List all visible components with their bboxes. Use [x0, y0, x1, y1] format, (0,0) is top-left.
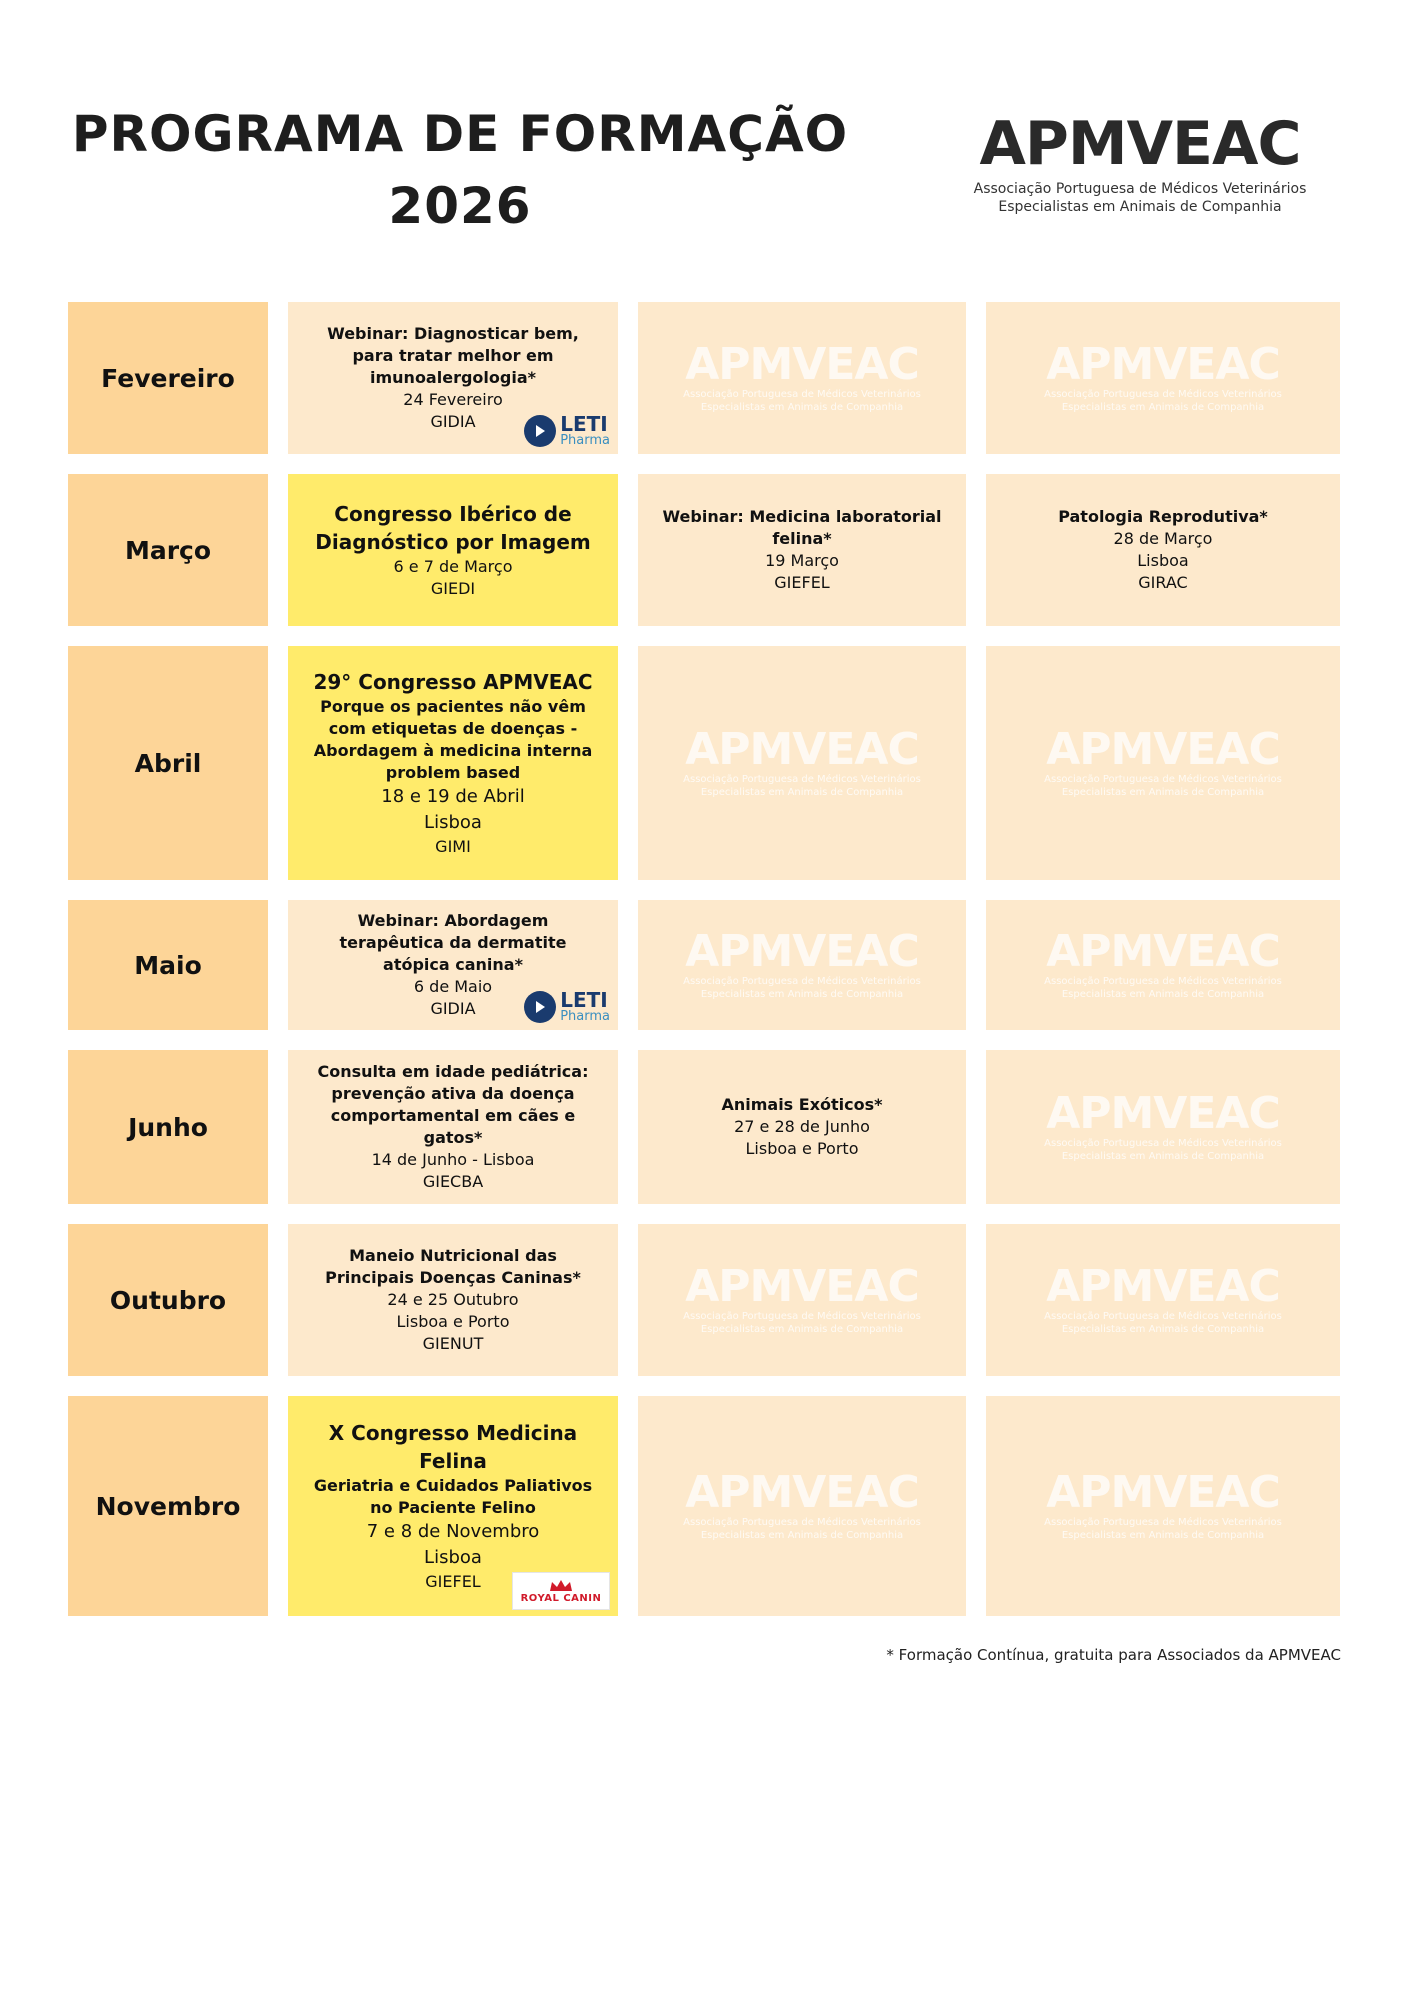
- leti-name: LETI: [560, 412, 608, 436]
- leti-pharma-logo: [524, 414, 610, 448]
- title-line-2: 2026: [388, 177, 532, 235]
- month-label: Outubro: [68, 1224, 268, 1376]
- event-place: Lisboa: [424, 812, 482, 833]
- watermark-line-2: Especialistas em Animais de Companhia: [1061, 1324, 1265, 1335]
- footnote: * Formação Contínua, gratuita para Associados da APMVEAC: [886, 1646, 1341, 1664]
- event-title: Webinar: Diagnosticar bem, para tratar melhor em imunoalergologia*: [327, 324, 579, 387]
- event-title: X Congresso Medicina Felina: [328, 1421, 578, 1473]
- event-place: Lisboa: [424, 1547, 482, 1568]
- event-title: Patologia Reprodutiva*: [1058, 507, 1268, 526]
- event-group: GIDIA: [430, 412, 476, 431]
- empty-slot: [638, 900, 966, 1030]
- watermark-line-2: Especialistas em Animais de Companhia: [700, 989, 904, 1000]
- watermark-word: APMVEAC: [1046, 1261, 1280, 1312]
- watermark-word: APMVEAC: [685, 1467, 919, 1518]
- watermark-word: APMVEAC: [1046, 926, 1280, 977]
- logo-subtitle-1: Associação Portuguesa de Médicos Veterinários: [973, 181, 1307, 197]
- event-card[interactable]: [288, 474, 618, 626]
- watermark-word: APMVEAC: [685, 926, 919, 977]
- event-group: GIENUT: [422, 1334, 484, 1353]
- watermark-logo: [1044, 724, 1282, 799]
- event-title: Webinar: Abordagem terapêutica da dermatite atópica canina*: [339, 911, 567, 974]
- event-place: Lisboa e Porto: [745, 1139, 859, 1158]
- row-outubro: [68, 1224, 1341, 1376]
- logo-wordmark: APMVEAC: [979, 109, 1301, 179]
- month-label: Junho: [68, 1050, 268, 1204]
- watermark-line-1: Associação Portuguesa de Médicos Veterinários: [683, 389, 921, 400]
- event-card[interactable]: [288, 302, 618, 454]
- event-group: GIRAC: [1138, 573, 1188, 592]
- watermark-line-2: Especialistas em Animais de Companhia: [1061, 787, 1265, 798]
- watermark-line-2: Especialistas em Animais de Companhia: [1061, 1151, 1265, 1162]
- event-date: 28 de Março: [1113, 529, 1213, 548]
- event-date: 14 de Junho - Lisboa: [371, 1150, 535, 1169]
- event-title: Maneio Nutricional das Principais Doenças Caninas*: [325, 1246, 581, 1287]
- watermark-logo: [683, 1261, 921, 1336]
- event-date: 27 e 28 de Junho: [734, 1117, 870, 1136]
- watermark-line-1: Associação Portuguesa de Médicos Veterinários: [683, 976, 921, 987]
- watermark-line-1: Associação Portuguesa de Médicos Veterinários: [683, 1311, 921, 1322]
- event-group: GIEFEL: [425, 1572, 481, 1591]
- leti-pharma-logo: [524, 990, 610, 1024]
- event-title: Animais Exóticos*: [721, 1095, 883, 1114]
- watermark-line-1: Associação Portuguesa de Médicos Veterinários: [683, 774, 921, 785]
- event-subtitle: Porque os pacientes não vêm com etiquetas de doenças - Abordagem à medicina interna problem based: [313, 697, 593, 782]
- watermark-logo: [683, 926, 921, 1001]
- watermark-line-2: Especialistas em Animais de Companhia: [700, 787, 904, 798]
- event-place: Lisboa e Porto: [396, 1312, 510, 1331]
- event-title: Consulta em idade pediátrica: prevenção ativa da doença comportamental em cães e gatos*: [317, 1062, 589, 1147]
- watermark-logo: [1044, 339, 1282, 414]
- watermark-logo: [1044, 926, 1282, 1001]
- event-subtitle: Geriatria e Cuidados Paliativos no Paciente Felino: [313, 1476, 593, 1517]
- empty-slot: [638, 302, 966, 454]
- event-date: 24 Fevereiro: [403, 390, 503, 409]
- royal-canin-name: ROYAL CANIN: [520, 1592, 602, 1604]
- event-date: 7 e 8 de Novembro: [366, 1521, 540, 1542]
- watermark-line-2: Especialistas em Animais de Companhia: [1061, 402, 1265, 413]
- leti-name: LETI: [560, 988, 608, 1012]
- leti-sub: Pharma: [560, 433, 610, 448]
- event-date: 18 e 19 de Abril: [381, 786, 525, 807]
- row-abril: [68, 646, 1341, 880]
- event-date: 6 de Maio: [413, 977, 493, 996]
- watermark-word: APMVEAC: [1046, 339, 1280, 390]
- month-label: Novembro: [68, 1396, 268, 1616]
- empty-slot: [986, 900, 1340, 1030]
- event-date: 19 Março: [765, 551, 839, 570]
- watermark-line-1: Associação Portuguesa de Médicos Veterinários: [1044, 1311, 1282, 1322]
- month-label: Maio: [68, 900, 268, 1030]
- watermark-line-1: Associação Portuguesa de Médicos Veterinários: [1044, 1517, 1282, 1528]
- watermark-logo: [683, 1467, 921, 1542]
- event-place: Lisboa: [1137, 551, 1189, 570]
- month-label: Fevereiro: [68, 302, 268, 454]
- empty-slot: [986, 1396, 1340, 1616]
- event-title: Congresso Ibérico de Diagnóstico por Imagem: [315, 502, 591, 554]
- watermark-line-1: Associação Portuguesa de Médicos Veterinários: [1044, 774, 1282, 785]
- watermark-logo: [683, 724, 921, 799]
- empty-slot: [986, 1050, 1340, 1204]
- page-title: [60, 98, 860, 242]
- event-group: GIDIA: [430, 999, 476, 1018]
- watermark-word: APMVEAC: [1046, 1088, 1280, 1139]
- event-card[interactable]: [288, 1224, 618, 1376]
- watermark-line-1: Associação Portuguesa de Médicos Veterinários: [1044, 976, 1282, 987]
- empty-slot: [986, 646, 1340, 880]
- row-marco: [68, 474, 1341, 626]
- watermark-word: APMVEAC: [685, 724, 919, 775]
- watermark-line-1: Associação Portuguesa de Médicos Veterinários: [1044, 1138, 1282, 1149]
- watermark-word: APMVEAC: [685, 1261, 919, 1312]
- event-card[interactable]: [288, 646, 618, 880]
- event-card[interactable]: [288, 1050, 618, 1204]
- event-card[interactable]: [288, 900, 618, 1030]
- event-group: GIMI: [435, 837, 471, 856]
- event-group: GIEFEL: [774, 573, 830, 592]
- empty-slot: [638, 1396, 966, 1616]
- crown-icon: [548, 1579, 574, 1593]
- event-group: GIECBA: [422, 1172, 484, 1191]
- event-card[interactable]: [638, 1050, 966, 1204]
- leti-mark-icon: [524, 991, 556, 1023]
- watermark-line-1: Associação Portuguesa de Médicos Veterinários: [1044, 389, 1282, 400]
- watermark-logo: [1044, 1467, 1282, 1542]
- month-label: Abril: [68, 646, 268, 880]
- watermark-line-1: Associação Portuguesa de Médicos Veterinários: [683, 1517, 921, 1528]
- watermark-logo: [1044, 1261, 1282, 1336]
- row-fevereiro: [68, 302, 1341, 454]
- watermark-line-2: Especialistas em Animais de Companhia: [700, 1324, 904, 1335]
- empty-slot: [638, 646, 966, 880]
- event-title: 29° Congresso APMVEAC: [313, 670, 593, 694]
- watermark-logo: [683, 339, 921, 414]
- watermark-word: APMVEAC: [1046, 1467, 1280, 1518]
- watermark-word: APMVEAC: [1046, 724, 1280, 775]
- leti-sub: Pharma: [560, 1009, 610, 1024]
- watermark-line-2: Especialistas em Animais de Companhia: [700, 402, 904, 413]
- leti-mark-icon: [524, 415, 556, 447]
- watermark-line-2: Especialistas em Animais de Companhia: [1061, 989, 1265, 1000]
- empty-slot: [986, 302, 1340, 454]
- event-card[interactable]: [288, 1396, 618, 1616]
- event-title: Webinar: Medicina laboratorial felina*: [662, 507, 942, 548]
- row-novembro: [68, 1396, 1341, 1616]
- watermark-line-2: Especialistas em Animais de Companhia: [1061, 1530, 1265, 1541]
- watermark-word: APMVEAC: [685, 339, 919, 390]
- logo-subtitle-2: Especialistas em Animais de Companhia: [998, 199, 1282, 215]
- apmveac-logo: [960, 109, 1320, 216]
- row-junho: [68, 1050, 1341, 1204]
- event-date: 24 e 25 Outubro: [387, 1290, 519, 1309]
- empty-slot: [638, 1224, 966, 1376]
- event-card[interactable]: [638, 474, 966, 626]
- watermark-logo: [1044, 1088, 1282, 1163]
- row-maio: [68, 900, 1341, 1030]
- royal-canin-logo: [512, 1572, 610, 1610]
- watermark-line-2: Especialistas em Animais de Companhia: [700, 1530, 904, 1541]
- event-card[interactable]: [986, 474, 1340, 626]
- month-label: Março: [68, 474, 268, 626]
- event-date: 6 e 7 de Março: [393, 557, 513, 576]
- title-line-1: PROGRAMA DE FORMAÇÃO: [71, 105, 849, 163]
- event-group: GIEDI: [430, 579, 476, 598]
- empty-slot: [986, 1224, 1340, 1376]
